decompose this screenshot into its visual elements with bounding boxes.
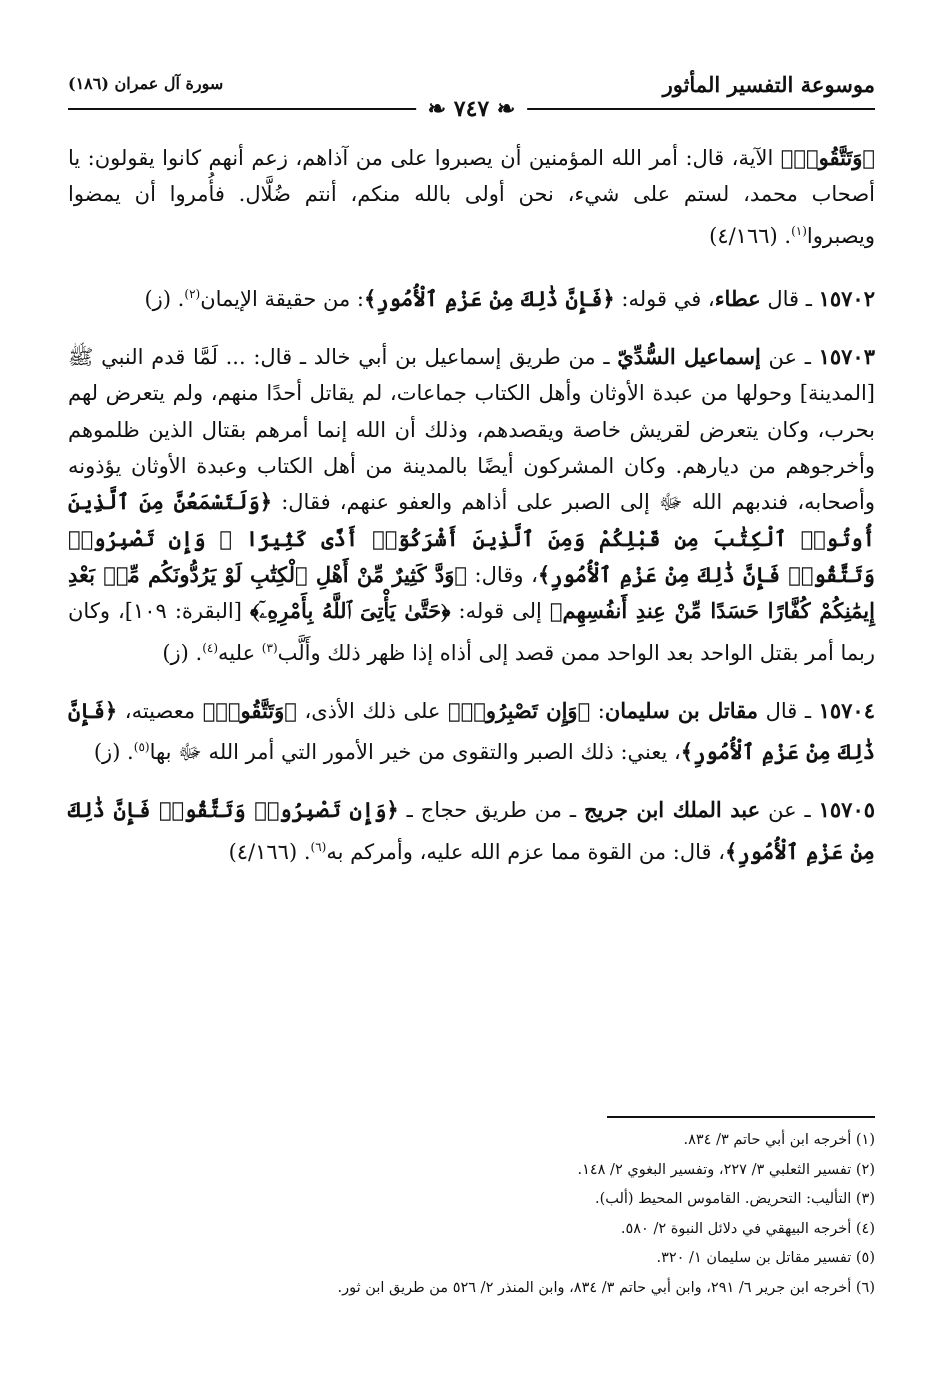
footnote: (٦) أخرجه ابن جرير ٦/ ٢٩١، وابن أبي حاتم ٣/ ٨٣٤، وابن المنذر ٢/ ٥٢٦ من طريق ابن ثور. (337, 1279, 875, 1296)
entry-number: ١٥٧٠٤ (818, 697, 875, 723)
entry-paragraph (68, 276, 875, 317)
footnotes (68, 1126, 875, 1303)
entry-number: ١٥٧٠٣ (818, 344, 875, 370)
narrator-name: مقاتل بن سليمان (604, 697, 758, 723)
footnote: (٢) تفسير الثعلبي ٣/ ٢٢٧، وتفسير البغوي ٢/ ١٤٨. (577, 1161, 875, 1178)
entry-text: : من حقيقة الإيمان (200, 286, 364, 311)
footnote: (٣) التأليب: التحريض. القاموس المحيط (ألب). (594, 1191, 875, 1207)
entry-text: ، يعني: ذلك الصبر والتقوى من خير الأمور التي أمر الله ﷻ بها (149, 740, 681, 765)
entry-text: ، في قوله: (614, 286, 715, 311)
quran-quote: ﴿فَإِنَّ ذَٰلِكَ مِنْ عَزْمِ ٱلْأُمُورِ﴾ (68, 697, 875, 765)
entry-text: على ذلك الأذى، (296, 698, 449, 723)
page-body (68, 140, 875, 892)
entry-number: ١٥٧٠٥ (818, 797, 876, 823)
entry-text: [البقرة: ١٠٩]، وكان ربما أمر بقتل الواحد بعد الواحد ممن قصد إلى أذاه إذا ظهر ذلك وأَلَّب (68, 599, 875, 665)
footnote-rule (607, 1116, 875, 1118)
narrator-name: عبد الملك ابن جريج (583, 797, 761, 823)
quran-quote: ﴿فَإِنَّ ذَٰلِكَ مِنْ عَزْمِ ٱلْأُمُورِ﴾ (363, 285, 615, 311)
quran-quote: ﴿وَتَتَّقُوا۟﴾ (780, 145, 875, 170)
quran-quote: ﴿وَلَتَسْمَعُنَّ مِنَ ٱلَّذِينَ أُوتُوا۟ ٱلْكِتَٰبَ مِن قَبْلِكُمْ وَمِنَ ٱلَّذِينَ أَشْرَكُوٓا۟ أَذًى كَثِيرًا ۚ وَإِن تَصْبِرُوا۟ وَتَتَّقُوا۟ فَإِنَّ ذَٰلِكَ مِنْ عَزْمِ ٱلْأُمُورِ﴾ (68, 489, 875, 587)
entry-text: ـ من طريق حجاج ـ (398, 798, 584, 823)
footnote-ref: (٣) (261, 640, 278, 655)
page-number: ❧ ٧٤٧ ❧ (416, 96, 528, 122)
footnote: (١) أخرجه ابن أبي حاتم ٣/ ٨٣٤. (683, 1132, 875, 1148)
page-number-value: ٧٤٧ (453, 96, 490, 122)
narrator-name: إسماعيل السُّدِّيّ (617, 344, 761, 370)
footnote-ref: (٤) (202, 640, 219, 655)
footnote: (٤) أخرجه البيهقي في دلائل النبوة ٢/ ٥٨٠. (620, 1220, 875, 1237)
footnote: (٥) تفسير مقاتل بن سليمان ١/ ٣٢٠. (656, 1250, 875, 1266)
book-title: موسوعة التفسير المأثور (662, 72, 875, 97)
entry-text: ـ قال (758, 698, 819, 723)
entry-paragraph (68, 140, 875, 254)
entry-text: . (٤/١٦٦) (709, 223, 792, 248)
entry-text: . (٤/١٦٦) (228, 839, 311, 864)
footnote-ref: (١) (791, 223, 807, 238)
footnote-ref: (٦) (310, 839, 327, 854)
entry-text: معصيته، (117, 698, 203, 723)
entry-text: : (590, 698, 605, 723)
quran-quote: ﴿وَإِن تَصْبِرُوا۟ وَتَتَّقُوا۟ فَإِنَّ ذَٰلِكَ مِنْ عَزْمِ ٱلْأُمُورِ﴾ (68, 797, 875, 864)
quran-quote: ﴿وَتَتَّقُوا۟﴾ (202, 697, 297, 723)
entry-text: ، قال: من القوة مما عزم الله عليه، وأمركم به (326, 839, 726, 864)
entry-text: ، وقال: (466, 562, 538, 587)
entry-text: عليه (218, 640, 262, 665)
entry-text: الآية، قال: أمر الله المؤمنين أن يصبروا على من آذاهم، زعم أنهم كانوا يقولون: يا أصحاب محمد، لستم على شيء، نحن أولى بالله منكم، أنتم ضُلَّال. فأُمروا أن يمضوا ويصبروا (68, 146, 875, 248)
entry-text: ـ من طريق إسماعيل بن أبي خالد ـ قال: ... لَمَّا قدم النبي ﷺ [المدينة] وحولها من عبدة الأوثان وأهل الكتاب جماعات، لم يقاتل أحدًا منهم، ولم يتعرض لهم بحرب، وكان يتعرض لقريش خاصة ويقصدهم، وذلك أن الله إنما أمرهم بقتال الذين ظلموهم وأخرجوهم من ديارهم. وكان المشركون أيضًا بالمدينة من أهل الكتاب وعبدة الأوثان يؤذونه وأصحابه، فندبهم الله ﷻ إلى الصبر على أذاهم والعفو عنهم، فقال: (68, 345, 875, 515)
entry-text: . (ز) (93, 740, 134, 765)
footnote-ref: (٢) (184, 286, 201, 301)
entry-text: ـ عن (760, 345, 819, 370)
entry-text: ـ قال (760, 286, 819, 311)
quran-quote: ﴿وَدَّ كَثِيرٌ مِّنْ أَهْلِ ٱلْكِتَٰبِ لَوْ يَرُدُّونَكُم مِّنۢ بَعْدِ إِيمَٰنِكُمْ كُفَّارًا حَسَدًا مِّنْ عِندِ أَنفُسِهِم﴾ (68, 561, 875, 624)
entry-text: ـ عن (760, 798, 819, 823)
entry-paragraph (68, 693, 875, 771)
narrator-name: عطاء (714, 285, 761, 311)
entry-text: إلى قوله: (450, 599, 550, 624)
entry-paragraph (68, 792, 875, 870)
entry-number: ١٥٧٠٢ (818, 285, 875, 311)
surah-label: سورة آل عمران (١٨٦) (68, 74, 224, 93)
footnote-ref: (٥) (133, 740, 150, 755)
entry-text: . (ز) (144, 286, 185, 311)
entry-text: . (ز) (162, 640, 203, 665)
entry-paragraph (68, 339, 875, 671)
quran-quote: ﴿وَإِن تَصْبِرُوا۟﴾ (448, 697, 591, 723)
quran-quote: ﴿حَتَّىٰ يَأْتِىَ ٱللَّهُ بِأَمْرِهِۦٓ﴾ (249, 598, 451, 624)
